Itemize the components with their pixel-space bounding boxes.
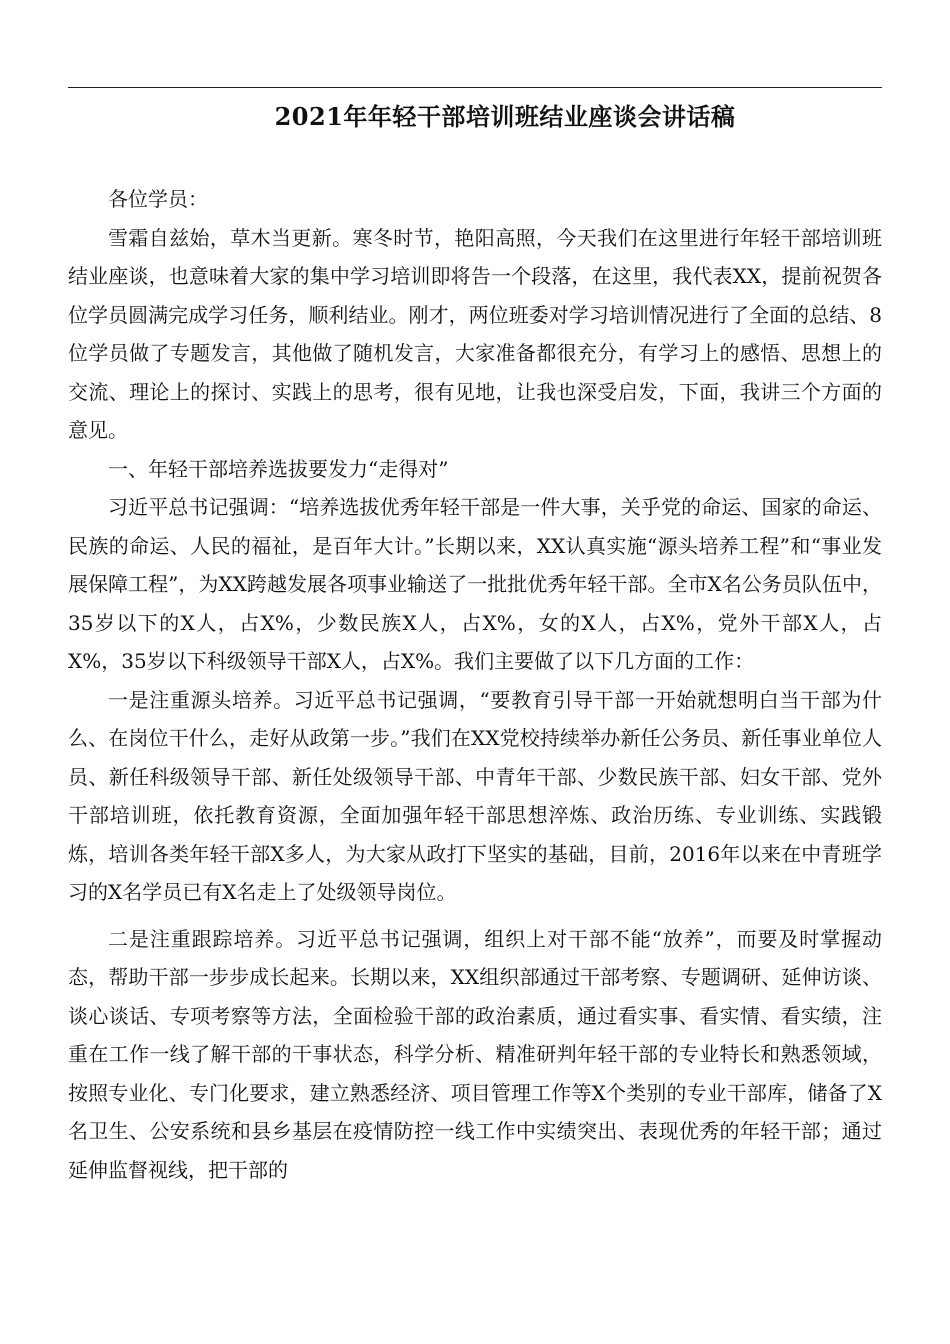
paragraph-source-training: 一是注重源头培养。习近平总书记强调，“要教育引导干部一开始就想明白当干部为什么、在岗位干什么，走好从政第一步。”我们在XX党校持续举办新任公务员、新任事业单位人员、新任科级领导干部、新任处级领导干部、中青年干部、少数民族干部、妇女干部、党外干部培训班，依托教育资源，全面加强年轻干部思想淬炼、政治历练、专业训练、实践锻炼，培训各类年轻干部X多人，为大家从政打下坚实的基础，目前，2016年以来在中青班学习的X名学员已有X名走上了处级领导岗位。	[68, 687, 882, 904]
document-title: 2021年年轻干部培训班结业座谈会讲话稿	[274, 102, 736, 131]
paragraph-section-1-intro: 习近平总书记强调：“培养选拔优秀年轻干部是一件大事，关乎党的命运、国家的命运、民族的命运、人民的福祉，是百年大计。”长期以来，XX认真实施“源头培养工程”和“事业发展保障工程”，为XX跨越发展各项事业输送了一批批优秀年轻干部。全市X名公务员队伍中，35岁以下的X人，占X%，少数民族X人，占X%，女的X人，占X%，党外干部X人，占X%，35岁以下科级领导干部X人，占X%。我们主要做了以下几方面的工作：	[68, 495, 882, 673]
paragraph-tracking-training: 二是注重跟踪培养。习近平总书记强调，组织上对干部不能“放养”，而要及时掌握动态，帮助干部一步步成长起来。长期以来，XX组织部通过干部考察、专题调研、延伸访谈、谈心谈话、专项考察等方法，全面检验干部的政治素质，通过看实事、看实情、看实绩，注重在工作一线了解干部的干事状态，科学分析、精准研判年轻干部的专业特长和熟悉领域，按照专业化、专门化要求，建立熟悉经济、项目管理工作等X个类别的专业干部库，储备了X名卫生、公安系统和县乡基层在疫情防控一线工作中实绩突出、表现优秀的年轻干部；通过延伸监督视线，把干部的	[68, 926, 882, 1182]
document-body	[68, 180, 882, 1189]
salutation: 各位学员：	[108, 187, 208, 211]
section-heading-1: 一、年轻干部培养选拔要发力“走得对”	[108, 456, 449, 481]
paragraph-opening: 雪霜自兹始，草木当更新。寒冬时节，艳阳高照，今天我们在这里进行年轻干部培训班结业座谈，也意味着大家的集中学习培训即将告一个段落，在这里，我代表XX，提前祝贺各位学员圆满完成学习任务，顺利结业。刚才，两位班委对学习培训情况进行了全面的总结、8位学员做了专题发言，其他做了随机发言，大家准备都很充分，有学习上的感悟、思想上的交流、理论上的探讨、实践上的思考，很有见地，让我也深受启发，下面，我讲三个方面的意见。	[68, 225, 882, 442]
header-rule	[68, 87, 882, 88]
